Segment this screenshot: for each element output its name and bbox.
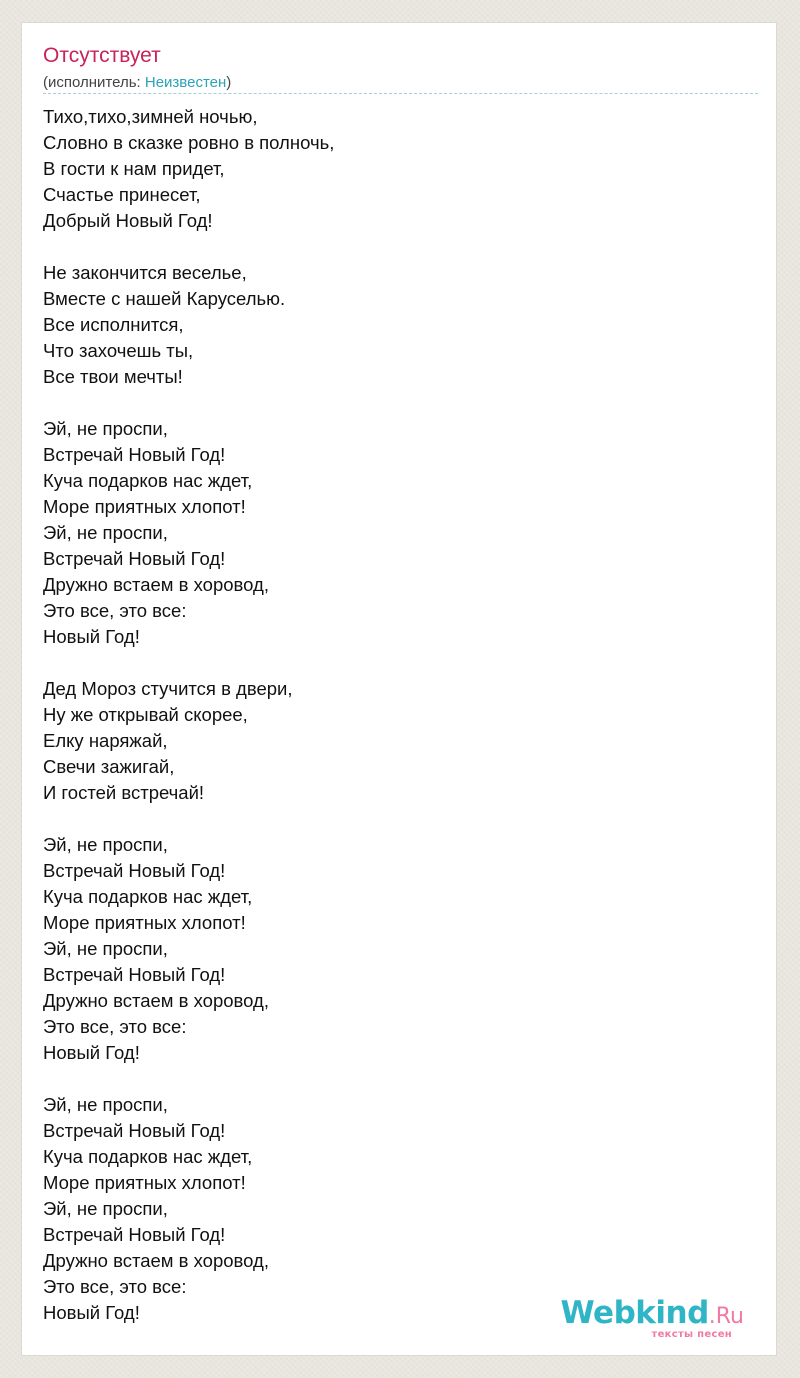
logo-tagline: тексты песен bbox=[651, 1329, 732, 1340]
lyric-line: Встречай Новый Год! bbox=[43, 1120, 226, 1141]
lyric-line: Эй, не проспи, bbox=[43, 418, 168, 439]
lyrics-stanza bbox=[43, 104, 743, 234]
lyric-line: Встречай Новый Год! bbox=[43, 1224, 226, 1245]
lyric-line: Тихо,тихо,зимней ночью, bbox=[43, 106, 258, 127]
lyric-line: Все исполнится, bbox=[43, 314, 184, 335]
lyric-line: Встречай Новый Год! bbox=[43, 444, 226, 465]
lyric-line: Новый Год! bbox=[43, 1302, 140, 1323]
lyric-line: Куча подарков нас ждет, bbox=[43, 470, 253, 491]
lyric-line: Новый Год! bbox=[43, 626, 140, 647]
logo-tld: .Ru bbox=[708, 1304, 744, 1329]
artist-prefix: (исполнитель: bbox=[43, 74, 145, 91]
lyric-line: Счастье принесет, bbox=[43, 184, 201, 205]
lyric-line: Встречай Новый Год! bbox=[43, 964, 226, 985]
lyric-line: Ну же открывай скорее, bbox=[43, 704, 248, 725]
lyric-line: Это все, это все: bbox=[43, 1276, 187, 1297]
lyric-line: Куча подарков нас ждет, bbox=[43, 1146, 253, 1167]
lyric-line: Что захочешь ты, bbox=[43, 340, 194, 361]
lyric-line: Это все, это все: bbox=[43, 600, 187, 621]
lyrics-stanza bbox=[43, 832, 743, 1066]
lyrics-body bbox=[43, 104, 743, 1352]
lyrics-stanza bbox=[43, 416, 743, 650]
lyrics-stanza bbox=[43, 260, 743, 390]
lyrics-card bbox=[21, 22, 777, 1356]
lyric-line: Дружно встаем в хоровод, bbox=[43, 574, 269, 595]
lyric-line: Встречай Новый Год! bbox=[43, 860, 226, 881]
lyric-line: Куча подарков нас ждет, bbox=[43, 886, 253, 907]
lyric-line: Дружно встаем в хоровод, bbox=[43, 990, 269, 1011]
lyric-line: Эй, не проспи, bbox=[43, 1198, 168, 1219]
lyric-line: В гости к нам придет, bbox=[43, 158, 225, 179]
artist-link[interactable]: Неизвестен bbox=[144, 74, 227, 91]
lyric-line: Елку наряжай, bbox=[43, 730, 168, 751]
lyric-line: Не закончится веселье, bbox=[43, 262, 247, 283]
lyric-line: Вместе с нашей Каруселью. bbox=[43, 288, 286, 309]
lyric-line: Эй, не проспи, bbox=[43, 938, 168, 959]
title-divider bbox=[43, 93, 758, 94]
lyric-line: Море приятных хлопот! bbox=[43, 912, 246, 933]
logo-word: Webkind bbox=[560, 1295, 709, 1331]
lyric-line: Дед Мороз стучится в двери, bbox=[43, 678, 293, 699]
lyric-line: Добрый Новый Год! bbox=[43, 210, 213, 231]
lyric-line: Эй, не проспи, bbox=[43, 1094, 168, 1115]
song-title: Отсутствует bbox=[43, 44, 161, 67]
lyric-line: Все твои мечты! bbox=[43, 366, 183, 387]
lyrics-stanza bbox=[43, 676, 743, 806]
lyric-line: Эй, не проспи, bbox=[43, 834, 168, 855]
lyric-line: Новый Год! bbox=[43, 1042, 140, 1063]
lyric-line: Словно в сказке ровно в полночь, bbox=[43, 132, 335, 153]
lyric-line: Свечи зажигай, bbox=[43, 756, 175, 777]
artist-line bbox=[43, 73, 231, 93]
artist-suffix: ) bbox=[226, 74, 232, 91]
lyric-line: Море приятных хлопот! bbox=[43, 1172, 246, 1193]
lyric-line: И гостей встречай! bbox=[43, 782, 205, 803]
lyrics-stanza bbox=[43, 1092, 743, 1326]
site-logo[interactable] bbox=[550, 1293, 750, 1345]
lyric-line: Море приятных хлопот! bbox=[43, 496, 246, 517]
lyric-line: Встречай Новый Год! bbox=[43, 548, 226, 569]
lyric-line: Дружно встаем в хоровод, bbox=[43, 1250, 269, 1271]
lyric-line: Эй, не проспи, bbox=[43, 522, 168, 543]
lyric-line: Это все, это все: bbox=[43, 1016, 187, 1037]
